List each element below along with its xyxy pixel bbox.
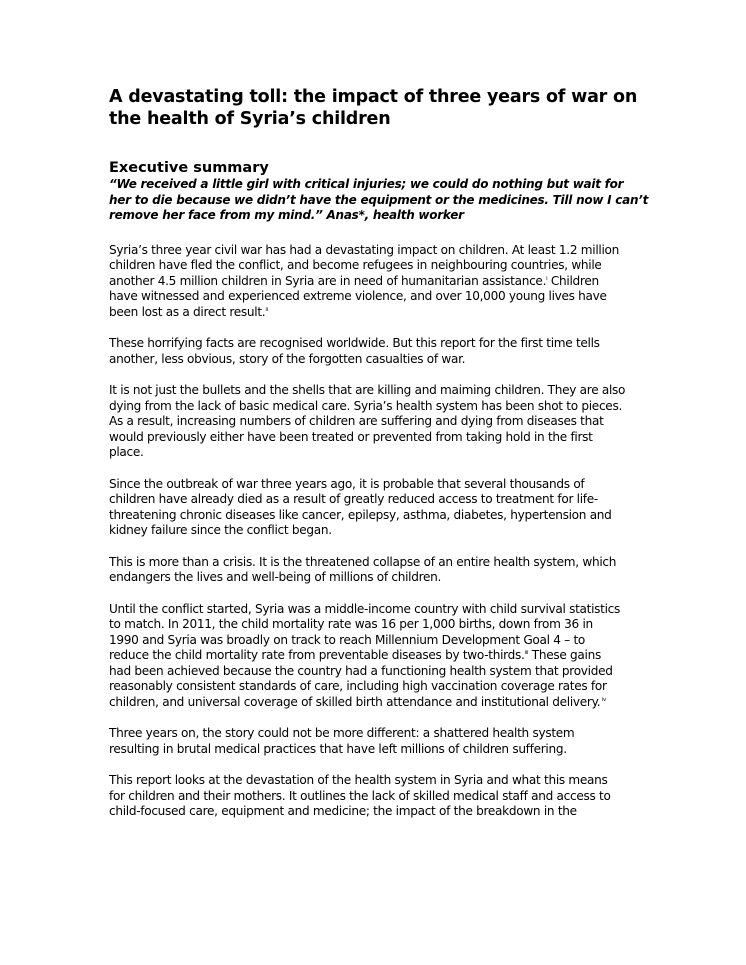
paragraph-4 xyxy=(109,477,644,539)
text-line: have witnessed and experienced extreme violence, and over 10,000 young lives have xyxy=(109,289,607,303)
text-line: children have fled the conflict, and become refugees in neighbouring countries, while xyxy=(109,258,602,272)
quote-line: “We received a little girl with critical injuries; we could do nothing but wait for xyxy=(109,177,624,191)
text-line: place. xyxy=(109,445,144,459)
text-line: These horrifying facts are recognised worldwide. But this report for the first time tells xyxy=(109,336,600,350)
text-line: Until the conflict started, Syria was a middle-income country with child survival statistics xyxy=(109,601,621,616)
paragraph-6 xyxy=(109,602,644,711)
footnote-marker[interactable]: iv xyxy=(600,696,606,703)
text-line: to match. In 2011, the child mortality rate was 16 per 1,000 births, down from 36 in xyxy=(109,617,593,631)
text-line: another, less obvious, story of the forgotten casualties of war. xyxy=(109,351,466,366)
text-line: for children and their mothers. It outlines the lack of skilled medical staff and access to xyxy=(109,788,611,803)
text-line: threatening chronic diseases like cancer, epilepsy, asthma, diabetes, hypertension and xyxy=(109,507,612,522)
text-line: 1990 and Syria was broadly on track to reach Millennium Development Goal 4 – to xyxy=(109,632,586,647)
text-segment: reduce the child mortality rate from preventable diseases by two-thirds. xyxy=(109,648,525,662)
text-line: dying from the lack of basic medical care. Syria’s health system has been shot to pieces. xyxy=(109,398,622,413)
paragraph-3 xyxy=(109,383,644,461)
text-line: This is more than a crisis. It is the threatened collapse of an entire health system, which xyxy=(109,554,617,569)
paragraph-5 xyxy=(109,555,644,586)
text-line: resulting in brutal medical practices that have left millions of children suffering. xyxy=(109,741,567,756)
text-segment: Children xyxy=(547,273,599,288)
paragraph-7 xyxy=(109,726,644,757)
text-segment: children, and universal coverage of skilled birth attendance and institutional delivery. xyxy=(109,694,601,709)
text-line xyxy=(109,648,644,664)
paragraph-1 xyxy=(109,243,644,321)
document-title xyxy=(109,86,644,130)
text-line: Since the outbreak of war three years ago, it is probable that several thousands of xyxy=(109,476,585,491)
text-line: reasonably consistent standards of care, including high vaccination coverage rates for xyxy=(109,679,607,693)
document-page xyxy=(109,86,649,836)
text-line xyxy=(109,274,644,290)
text-line: child-focused care, equipment and medicine; the impact of the breakdown in the xyxy=(109,804,577,818)
text-line xyxy=(109,305,644,321)
text-segment: another 4.5 million children in Syria are in need of humanitarian assistance. xyxy=(109,273,547,288)
footnote-marker[interactable]: iii xyxy=(524,650,529,656)
title-line: A devastating toll: the impact of three years of war on xyxy=(109,87,638,107)
text-line: would previously either have been treated or prevented from taking hold in the first xyxy=(109,429,593,444)
title-line: the health of Syria’s children xyxy=(109,109,391,129)
text-line: children have already died as a result of greatly reduced access to treatment for life- xyxy=(109,492,598,506)
text-line: As a result, increasing numbers of children are suffering and dying from diseases that xyxy=(109,414,604,428)
text-line: It is not just the bullets and the shells that are killing and maiming children. They are also xyxy=(109,383,626,397)
text-line: Three years on, the story could not be more different: a shattered health system xyxy=(109,726,575,740)
quote-line: her to die because we didn’t have the equipment or the medicines. Till now I can’t xyxy=(109,192,649,207)
quote-line: remove her face from my mind.” Anas*, health worker xyxy=(109,208,464,222)
text-line: Syria’s three year civil war has had a devastating impact on children. At least 1.2 million xyxy=(109,242,619,257)
opening-quote xyxy=(109,177,649,224)
text-line: kidney failure since the conflict began. xyxy=(109,523,332,537)
footnote-marker[interactable]: ii xyxy=(265,306,268,313)
text-line: This report looks at the devastation of the health system in Syria and what this means xyxy=(109,773,608,787)
text-line: had been achieved because the country had a functioning health system that provided xyxy=(109,663,613,678)
text-segment: been lost as a direct result. xyxy=(109,304,266,319)
paragraph-8 xyxy=(109,773,644,820)
section-heading: Executive summary xyxy=(109,160,269,176)
text-line xyxy=(109,695,644,711)
text-segment: These gains xyxy=(528,648,601,662)
paragraph-2 xyxy=(109,336,644,367)
text-line: endangers the lives and well-being of millions of children. xyxy=(109,570,442,584)
footnote-marker[interactable]: i xyxy=(546,275,548,282)
